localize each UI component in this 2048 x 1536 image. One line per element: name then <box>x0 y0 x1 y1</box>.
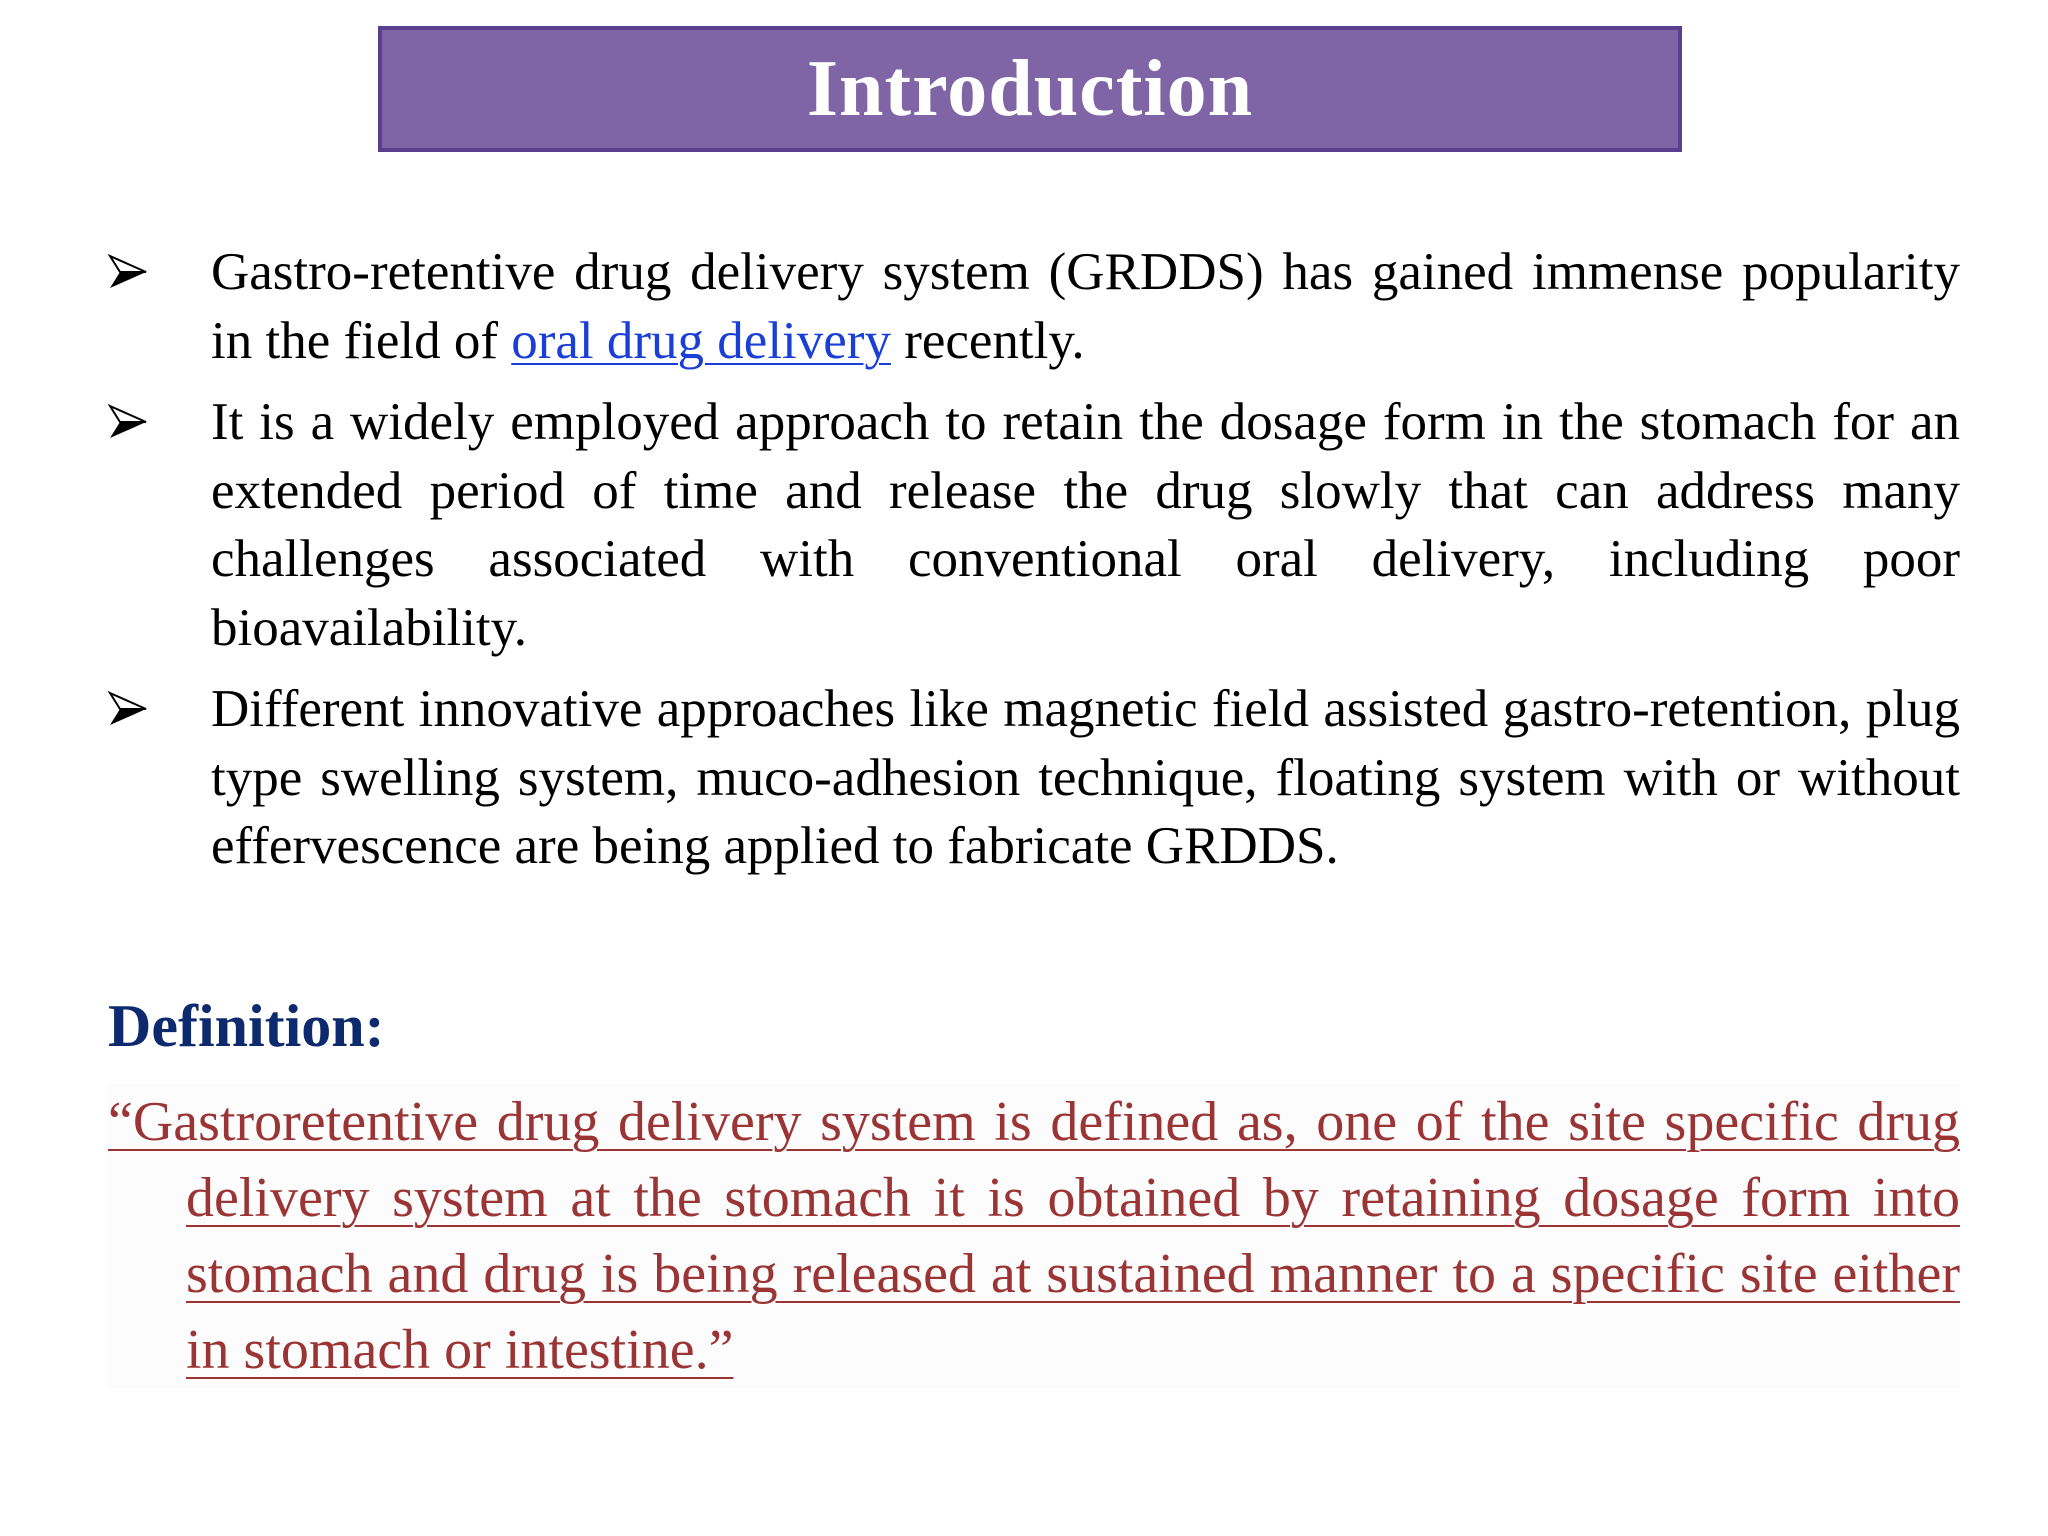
bullet-text: It is a widely employed approach to retain the dosage form in the stomach for an extended period of time and release the drug slowly that can address many challenges associated with conventional oral delivery, including poor bioavailability. <box>211 393 1960 657</box>
bullet-text-before-link: Gastro-retentive drug delivery system (GRDDS) has gained immense popularity in the field of <box>211 243 1960 370</box>
bullet-text-after-link: recently. <box>890 311 1085 370</box>
arrowhead-bullet-icon <box>108 252 148 292</box>
definition-quote: “Gastroretentive drug delivery system is defined as, one of the site specific drug delivery system at the stomach it is obtained by retaining dosage form into stomach and drug is being released at sustained manner to a specific site either in stomach or intestine.” <box>108 1091 1960 1381</box>
oral-drug-delivery-link[interactable]: oral drug delivery <box>511 311 891 370</box>
definition-heading: Definition: <box>108 993 385 1059</box>
bullet-item-innovative-approaches <box>108 675 1960 881</box>
arrowhead-bullet-icon <box>108 402 148 442</box>
bullet-text: Different innovative approaches like magnetic field assisted gastro-retention, plug type swelling system, muco-adhesion technique, floating system with or without effervescence are being applied to fabricate GRDDS. <box>211 680 1960 875</box>
bullet-item-approach <box>108 388 1960 662</box>
definition-block <box>108 1084 1960 1388</box>
bullet-item-grdds-popularity <box>108 238 1960 375</box>
bullet-list <box>108 238 1960 894</box>
slide-title: Introduction <box>806 45 1254 133</box>
title-bar <box>378 26 1682 152</box>
arrowhead-bullet-icon <box>108 689 148 729</box>
